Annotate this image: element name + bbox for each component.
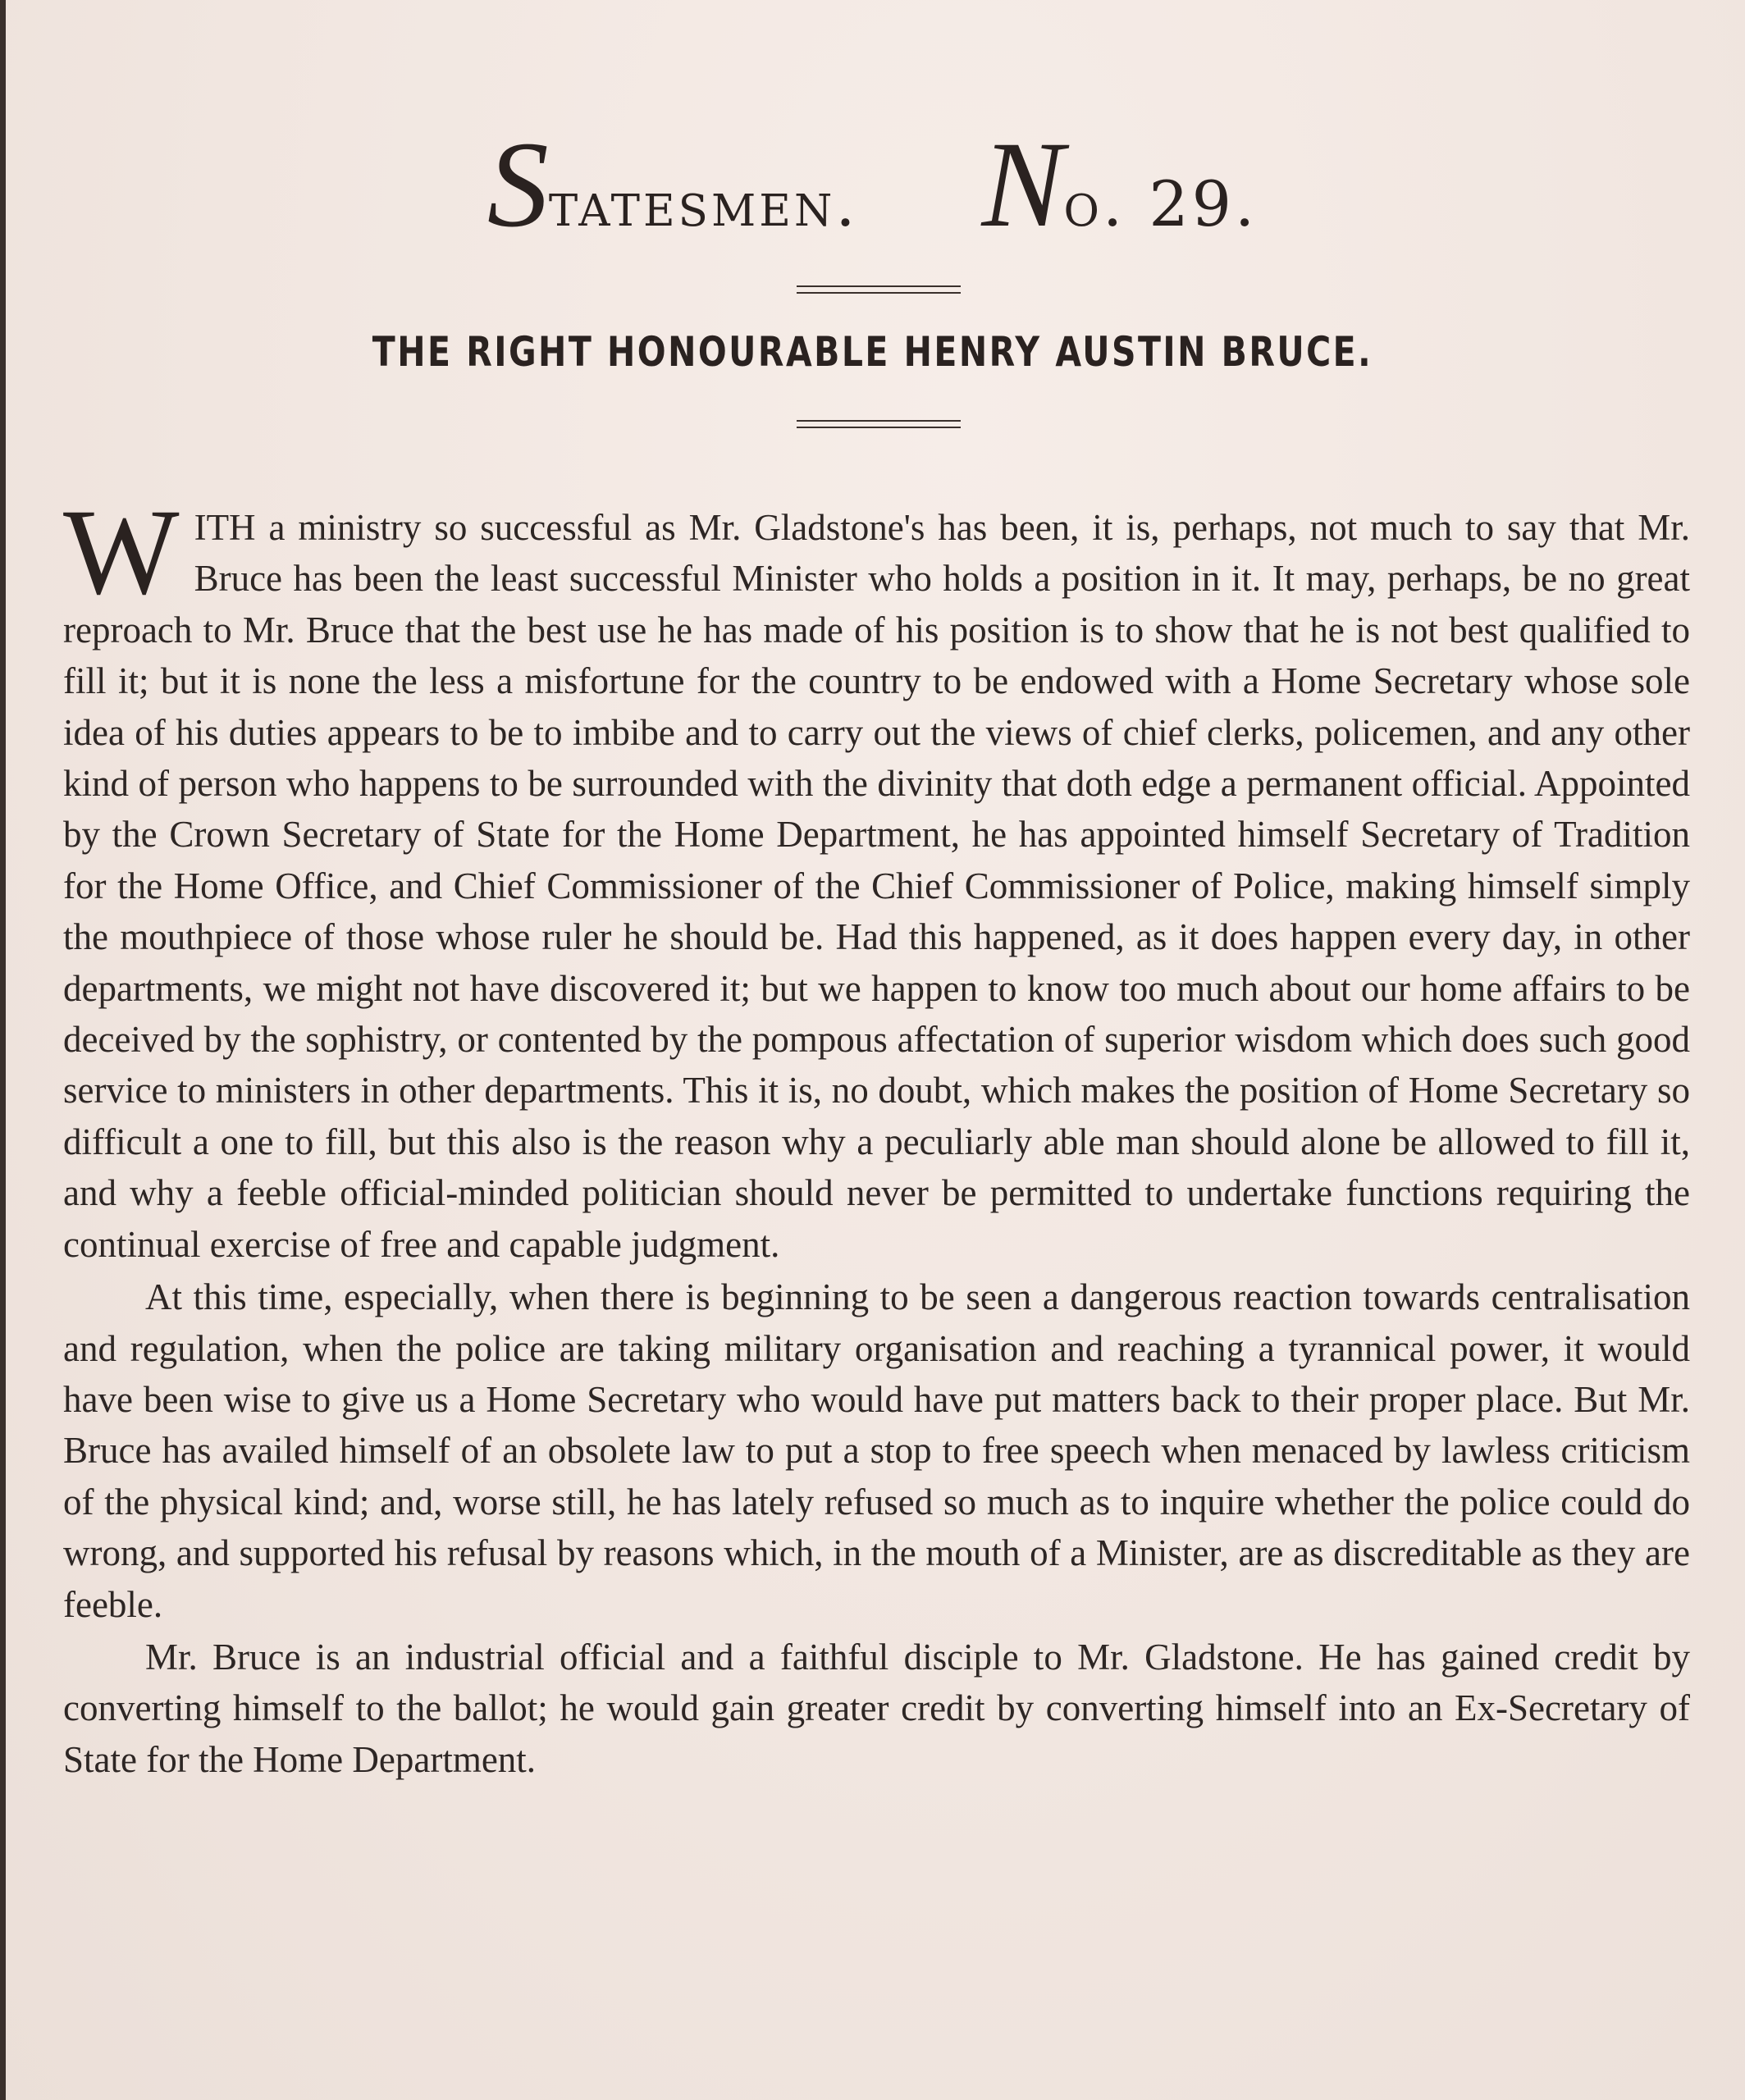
article-body [63,484,1690,1785]
drop-cap: W [63,484,180,620]
article-paragraph-3: Mr. Bruce is an industrial official and a faithful disciple to Mr. Gladstone. He has gained credit by converting himself to the ballot; he would gain greater credit by converting himself into an Ex-Secretary of State for the Home Department. [63,1636,1690,1780]
heading-number-initial: N [981,116,1064,253]
article-paragraph-2: At this time, especially, when there is beginning to be seen a dangerous reaction towards centralisation and regulation, when the police are taking military organisation and reaching a tyrannical power, it would have been wise to give us a Home Secretary who would have put matters back to their proper place. But Mr. Bruce has availed himself of an obsolete law to put a stop to free speech when menaced by lawless criticism of the physical kind; and, worse still, he has lately refused so much as to inquire whether the police could do wrong, and supported his refusal by reasons which, in the mouth of a Minister, are as discreditable as they are feeble. [63,1276,1690,1625]
heading-statesmen: tatesmen. [548,167,859,240]
page-heading [0,116,1745,253]
heading-statesmen-initial: S [486,116,549,253]
bottom-double-rule [797,420,961,428]
article-subtitle: THE RIGHT HONOURABLE HENRY AUSTIN BRUCE. [372,328,1373,376]
top-double-rule [797,285,961,294]
heading-number: o. 29. [1063,167,1259,240]
paragraph-1-text: ITH a ministry so successful as Mr. Gladstone's has been, it is, perhaps, not much to say that Mr. Bruce has been the least successful Minister who holds a position in it. It may, perhaps, be no great reproach to Mr. Bruce that the best use he has made of his position is to show that he is not best qualified to fill it; but it is none the less a misfortune for the country to be endowed with a Home Secretary whose sole idea of his duties appears to be to imbibe and to carry out the views of chief clerks, policemen, and any other kind of person who happens to be surrounded with the divinity that doth edge a permanent official. Appointed by the Crown Secretary of State for the Home Department, he has appointed himself Secretary of Tradition for the Home Office, and Chief Commissioner of the Chief Commissioner of Police, making himself simply the mouthpiece of those whose ruler he should be. Had this happened, as it does happen every day, in other departments, we might not have discovered it; but we happen to know too much about our home affairs to be deceived by the sophistry, or contented by the pompous affectation of superior wisdom which does such good service to ministers in other departments. This it is, no doubt, which makes the position of Home Secretary so difficult a one to fill, but this also is the reason why a peculiarly able man should alone be allowed to fill it, and why a feeble official-minded politician should never be permitted to undertake functions requiring the continual exercise of free and capable judgment. [63,507,1690,1265]
page-edge-shadow [0,0,6,2100]
article-paragraph-1 [63,484,1690,1270]
